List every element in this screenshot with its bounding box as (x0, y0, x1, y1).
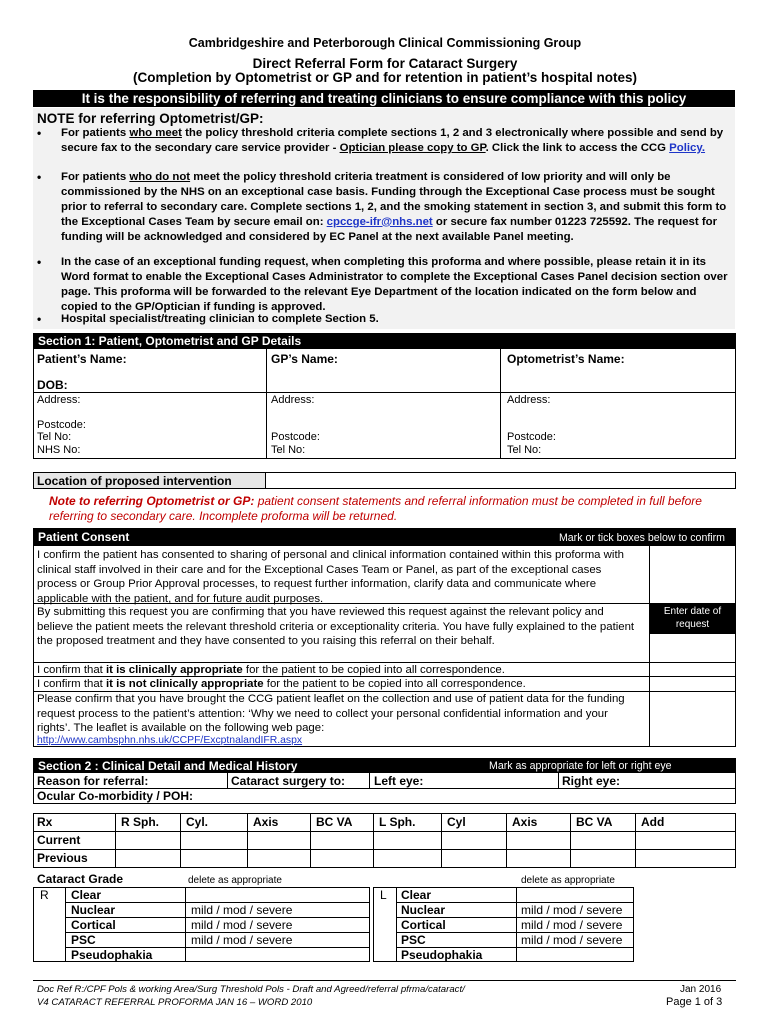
consent-statement-4: I confirm that it is not clinically appropriate for the patient to be copied into all correspondence. (37, 678, 526, 690)
consent-heading: Patient Consent (38, 530, 130, 544)
patient-nhs-label[interactable]: NHS No: (37, 444, 81, 456)
grade-l-clear[interactable]: Clear (401, 888, 432, 902)
consent-statement-2: By submitting this request you are confirming that you have reviewed this request against the relevant policy and believe the patient meets the relevant threshold criteria or exceptionality criteria. You have fully explained to the patient the proposed treatment and they have consented to you raising this referral on their behalf. (37, 606, 635, 648)
bullet: • (37, 255, 42, 269)
cataract-grade-title: Cataract Grade (37, 872, 124, 886)
grade-l-pseudophakia[interactable]: Pseudophakia (401, 948, 483, 962)
gp-address-label[interactable]: Address: (271, 394, 315, 406)
consent-mark-note: Mark or tick boxes below to confirm (558, 532, 725, 544)
patient-address-label[interactable]: Address: (37, 394, 81, 406)
section2-mark-note: Mark as appropriate for left or right eye (489, 760, 672, 772)
left-eye-option[interactable]: Left eye: (374, 774, 424, 788)
rx-header-bcva: BC VA (316, 815, 353, 829)
org-name: Cambridgeshire and Peterborough Clinical Commissioning Group (188, 36, 582, 50)
note-bullet-4: Hospital specialist/treating clinician to complete Section 5. (61, 313, 379, 325)
policy-link[interactable]: Policy. (669, 141, 706, 154)
grade-r-pseudophakia[interactable]: Pseudophakia (71, 948, 153, 962)
grade-l-psc[interactable]: PSC (401, 933, 426, 947)
bullet: • (37, 312, 42, 326)
note-bullet-3: In the case of an exceptional funding request, when completing this proforma and where possible, please retain it in its Word format to enable the Exceptional Cases Administrator to complete the Exceptional Cases Panel decision section over page. This proforma will be forwarded to the relevant Eye Department of the location indicated on the form below and copied to the GP/Optician if funding is approved. (61, 256, 728, 313)
delete-note-left: delete as appropriate (521, 875, 615, 886)
doc-version: V4 CATARACT REFERRAL PROFORMA JAN 16 – WORD 2010 (37, 997, 313, 1008)
grade-r-nuclear-severity[interactable]: mild / mod / severe (191, 903, 293, 917)
doc-date: Jan 2016 (680, 984, 722, 995)
grade-l-cortical[interactable]: Cortical (401, 918, 446, 932)
consent-statement-3: I confirm that it is clinically appropriate for the patient to be copied into all correspondence. (37, 664, 505, 676)
policy-banner: It is the responsibility of referring and treating clinicians to ensure compliance with this policy (33, 90, 735, 107)
form-title: Direct Referral Form for Cataract Surgery (252, 56, 518, 71)
cataract-surgery-label: Cataract surgery to: (231, 774, 346, 788)
patient-tel-label[interactable]: Tel No: (37, 431, 72, 443)
gp-name-label[interactable]: GP’s Name: (271, 352, 338, 366)
rx-header-bcva-l: BC VA (576, 815, 613, 829)
patient-postcode-label[interactable]: Postcode: (37, 419, 86, 431)
gp-tel-label[interactable]: Tel No: (271, 444, 306, 456)
consent-header (34, 529, 735, 546)
location-label: Location of proposed intervention (37, 474, 232, 488)
referral-note: Note to referring Optometrist or GP: patient consent statements and referral information must be completed in full before referring to secondary care. Incomplete proforma will be returned. (49, 494, 702, 523)
section2-header (34, 759, 735, 773)
rx-header-add: Add (641, 815, 665, 829)
grade-r-cortical[interactable]: Cortical (71, 918, 116, 932)
grade-r-cortical-severity[interactable]: mild / mod / severe (191, 918, 293, 932)
note-bullet-1: For patients who meet the policy threshold criteria complete sections 1, 2 and 3 electronically where possible and send by secure fax to the secondary care service provider - Optician please copy to GP. Click the link to access the CCG Policy. (61, 127, 724, 154)
email-link[interactable]: cpccge-ifr@nhs.net (326, 215, 433, 228)
ocular-comorbidity-label[interactable]: Ocular Co-morbidity / POH: (37, 789, 194, 803)
section2-heading: Section 2 : Clinical Detail and Medical History (38, 759, 298, 773)
dob-label[interactable]: DOB: (37, 378, 68, 392)
consent-statement-5: Please confirm that you have brought the CCG patient leaflet on the collection and use of patient data for the funding request process to the patient’s attention: ‘Why we need to collect your personal confidential information and your rights’. The leaflet is available on the following web page: (37, 693, 625, 735)
right-eye-option[interactable]: Right eye: (562, 774, 621, 788)
grade-l-nuclear-severity[interactable]: mild / mod / severe (521, 903, 623, 917)
optometrist-tel-label[interactable]: Tel No: (507, 444, 542, 456)
optometrist-postcode-label[interactable]: Postcode: (507, 431, 556, 443)
page-number: Page 1 of 3 (666, 996, 723, 1008)
enter-date-label: Enter date of request (650, 603, 735, 633)
bullet: • (37, 126, 42, 140)
reason-label[interactable]: Reason for referral: (37, 774, 149, 788)
gp-postcode-label[interactable]: Postcode: (271, 431, 320, 443)
form-subtitle: (Completion by Optometrist or GP and for retention in patient’s hospital notes) (132, 70, 638, 85)
grade-l-psc-severity[interactable]: mild / mod / severe (521, 933, 623, 947)
section1-heading: Section 1: Patient, Optometrist and GP Details (34, 334, 735, 349)
rx-header-r-sph: R Sph. (121, 815, 159, 829)
rx-row-current: Current (37, 833, 81, 847)
grade-r-nuclear[interactable]: Nuclear (71, 903, 116, 917)
rx-header-cyl-l: Cyl (447, 815, 466, 829)
leaflet-link[interactable]: http://www.cambsphn.nhs.uk/CCPF/ExcptnalandIFR.aspx (37, 735, 303, 746)
optometrist-name-label[interactable]: Optometrist’s Name: (507, 352, 625, 366)
delete-note-right: delete as appropriate (188, 875, 282, 886)
consent-statement-1: I confirm the patient has consented to sharing of personal and clinical information contained within this proforma with clinical staff involved in their care and for the Exceptional Cases Team or Panel, as part of the exceptional cases process or Group Prior Approval processes, to request further information, clarify data and communicate where applicable with the patient, and for future audit purposes. (37, 549, 624, 605)
doc-ref: Doc Ref R:/CPF Pols & working Area/Surg Threshold Pols - Draft and Agreed/referral pfrma/cataract/ (37, 984, 465, 995)
section1-box (33, 333, 736, 459)
grade-r-label: R (40, 888, 49, 902)
optometrist-address-label[interactable]: Address: (507, 394, 551, 406)
grade-r-psc-severity[interactable]: mild / mod / severe (191, 933, 293, 947)
note-heading: NOTE for referring Optometrist/GP: (37, 111, 264, 126)
grade-r-psc[interactable]: PSC (71, 933, 96, 947)
rx-header-axis-l: Axis (512, 815, 538, 829)
rx-header-l-sph: L Sph. (379, 815, 416, 829)
rx-header-rx: Rx (37, 815, 53, 829)
grade-l-nuclear[interactable]: Nuclear (401, 903, 446, 917)
bullet: • (37, 170, 42, 184)
grade-r-clear[interactable]: Clear (71, 888, 102, 902)
note-bullet-2: For patients who do not meet the policy threshold criteria treatment is considered of low priority and will only be commissioned by the NHS on an exceptional case basis. Funding through the Exceptional Case process must be sought prior to referral to secondary care. Complete sections 1, 2, and the smoking statement in section 3, and submit this form to the Exceptional Cases Team by secure email on: cpccge-ifr@nhs.net or secure fax number 01223 725592. The request for funding will be acknowledged and considered by EC Panel at the next available Panel meeting. (61, 171, 727, 243)
rx-header-cyl: Cyl. (186, 815, 209, 829)
grade-l-cortical-severity[interactable]: mild / mod / severe (521, 918, 623, 932)
rx-header-axis: Axis (253, 815, 279, 829)
patient-name-label[interactable]: Patient’s Name: (37, 352, 127, 366)
grade-l-label: L (380, 888, 387, 902)
rx-row-previous: Previous (37, 851, 88, 865)
